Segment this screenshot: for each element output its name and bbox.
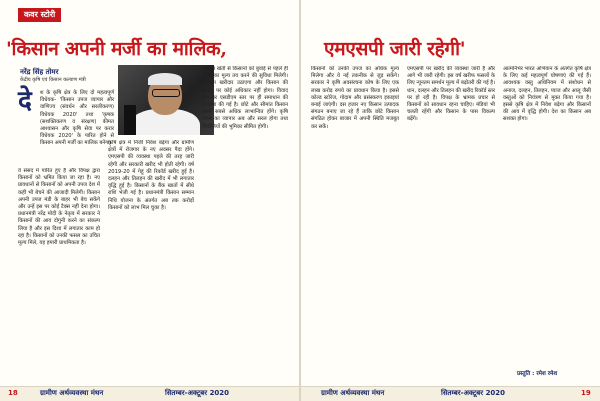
issue-date: सितम्बर-अक्टूबर 2020 xyxy=(165,389,230,397)
body-text: आत्मनिर्भर भारत अभियान के अंतर्गत कृषि क्षेत्र के लिए कई महत्वपूर्ण घोषणाएं की गई हैं। आवश्यक वस्तु अधिनियम में संशोधन से अनाज, दलहन, तिलहन, प्याज और आलू जैसी वस्तुओं को नियंत्रण से मुक्त किया गया है। इससे कृषि क्षेत्र में निवेश बढ़ेगा और किसानों की आय में वृद्धि होगी। देश का किसान अब सशक्त होगा। xyxy=(503,66,591,123)
publication-name: ग्रामीण अर्थव्यवस्था मंथन xyxy=(321,389,385,397)
footer-right xyxy=(301,386,600,401)
photo-glasses xyxy=(152,89,180,97)
footer-left xyxy=(0,386,299,401)
page-right xyxy=(301,0,600,401)
headline-left: 'किसान अपनी मर्जी का मालिक, xyxy=(6,38,227,60)
page-number: 19 xyxy=(581,389,591,397)
body-text: वे संसद में पारित हुए हैं और विपक्ष द्वारा किसानों को भ्रमित किया जा रहा है। नए प्रावधानों से किसानों को अपनी उपज देश में कहीं भी बेचने की आजादी मिलेगी। किसान अपनी उपज मंडी के बाहर भी बेच सकेंगे और उन्हें इस पर कोई टैक्स नहीं देना होगा। प्रधानमंत्री नरेंद्र मोदी के नेतृत्व में सरकार ने किसानों की आय दोगुनी करने का संकल्प लिया है और इस दिशा में लगातार काम हो रहा है। किसानों को उनकी फसल का उचित मूल्य मिले, यह हमारी प्राथमिकता है। xyxy=(18,168,100,247)
intro-paragraph: श के कृषि क्षेत्र के लिए दो महत्वपूर्ण विधेयक- 'किसान उपज व्यापार और वाणिज्य (संवर्धन और सरलीकरण) विधेयक 2020' तथा 'कृषक (सशक्तिकरण व संरक्षण) कीमत आश्वासन और कृषि सेवा पर करार विधेयक 2020' के पारित होने से किसान अपनी मर्जी का मालिक बनेगा। xyxy=(40,90,114,147)
page-left xyxy=(0,0,299,401)
body-column-6 xyxy=(503,66,591,366)
body-text: अनुबंध खेती से किसानों को बुवाई से पहले ही उपज का मूल्य तय करने की सुविधा मिलेगी। जोखिम खरीदार उठाएगा और किसान की जमीन पर कोई अधिकार नहीं होगा। विवाद होने पर एसडीएम स्तर पर ही समाधान की व्यवस्था की गई है। छोटे और सीमांत किसान इससे सबसे अधिक लाभान्वित होंगे। कृषि उपज का व्यापार अब और सरल होगा तथा बिचौलियों की भूमिका सीमित होगी। xyxy=(202,66,288,130)
body-column-3 xyxy=(202,66,288,380)
author-name: नरेंद्र सिंह तोमर xyxy=(20,68,59,76)
body-column-4 xyxy=(311,66,399,380)
body-text: एमएसपी पर खरीद की व्यवस्था जारी है और आगे भी जारी रहेगी। इस वर्ष खरीफ फसलों के लिए न्यूनतम समर्थन मूल्य में बढ़ोतरी की गई है। धान, दलहन और तिलहन की खरीद रिकॉर्ड स्तर पर हो रही है। विपक्ष के भ्रामक प्रचार से किसानों को सावधान रहना चाहिए। मंडियां भी चलती रहेंगी और किसान के पास विकल्प बढ़ेंगे। xyxy=(407,66,495,123)
headline-right: एमएसपी जारी रहेगी' xyxy=(324,38,466,60)
body-column-1 xyxy=(18,168,100,380)
page-number: 18 xyxy=(8,389,18,397)
microphone-icon xyxy=(124,105,136,135)
body-text: कृषि क्षेत्र में निजी निवेश बढ़ेगा और ग्रामीण क्षेत्रों में रोजगार के नए अवसर पैदा होंगे। एमएसपी की व्यवस्था पहले की तरह जारी रहेगी और सरकारी खरीद भी होती रहेगी। वर्ष 2019-20 में गेहूं की रिकॉर्ड खरीद हुई है। दलहन और तिलहन की खरीद में भी लगातार वृद्धि हुई है। किसानों के बैंक खातों में सीधे राशि भेजी गई है। प्रधानमंत्री किसान सम्मान निधि योजना के अंतर्गत अब तक करोड़ों किसानों को लाभ मिल चुका है। xyxy=(108,140,194,211)
drop-cap: दे xyxy=(18,86,32,116)
section-tag: कवर स्टोरी xyxy=(18,8,61,22)
author-photo xyxy=(118,65,214,135)
byline xyxy=(20,68,110,84)
presentation-credit: प्रस्तुति : रमेश रमेश xyxy=(517,371,558,377)
body-column-2 xyxy=(108,140,194,380)
author-role: केंद्रीय कृषि एवं किसान कल्याण मंत्री xyxy=(20,77,86,83)
photo-hair xyxy=(148,73,182,85)
body-text: किसानों को उनकी उपज का अधिक मूल्य मिलेगा और वे नई तकनीक से जुड़ सकेंगे। सरकार ने कृषि अवसंरचना कोष के लिए एक लाख करोड़ रुपये का प्रावधान किया है। इससे कोल्ड स्टोरेज, गोदाम और प्रसंस्करण इकाइयां बनाई जाएंगी। दस हजार नए किसान उत्पादक संगठन बनाए जा रहे हैं ताकि छोटे किसान संगठित होकर बाजार में अपनी स्थिति मजबूत कर सकें। xyxy=(311,66,399,130)
body-column-5 xyxy=(407,66,495,380)
publication-name: ग्रामीण अर्थव्यवस्था मंथन xyxy=(40,389,104,397)
issue-date: सितम्बर-अक्टूबर 2020 xyxy=(441,389,506,397)
